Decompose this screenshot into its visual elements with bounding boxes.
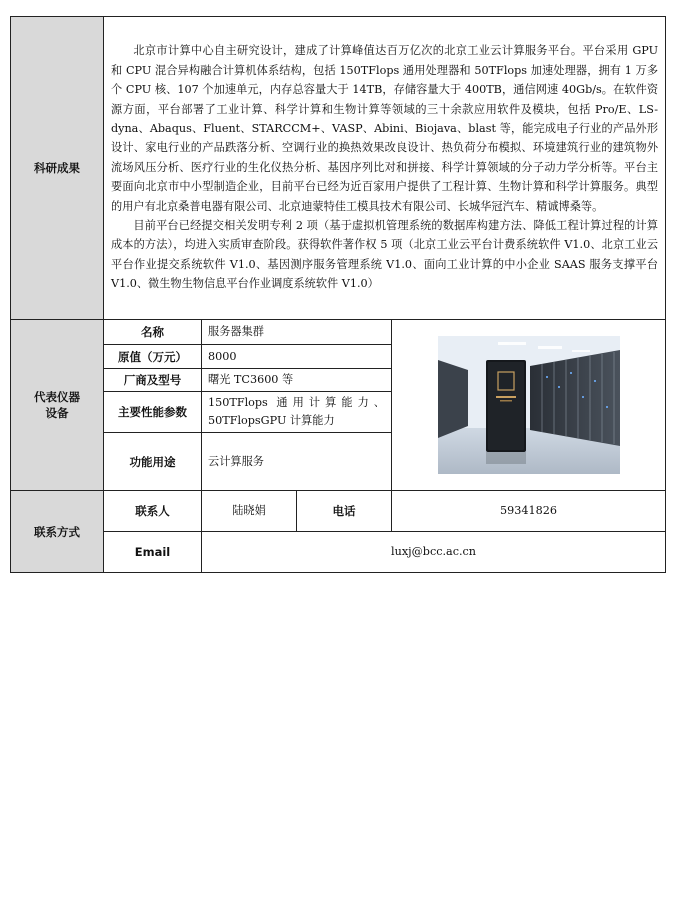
project-info-table [10, 16, 666, 573]
instrument-label-line2: 设备 [45, 406, 69, 420]
person-field-value: 陆晓娟 [202, 491, 297, 532]
use-field-label: 功能用途 [104, 433, 202, 491]
perf-field-label: 主要性能参数 [104, 392, 202, 433]
research-content [104, 17, 666, 320]
research-paragraph-1: 北京市计算中心自主研究设计，建成了计算峰值达百万亿次的北京工业云计算服务平台。平台采用 GPU 和 CPU 混合异构融合计算机体系结构，包括 150TFlops 通用处理器和 50TFlops 加速处理器，拥有 1 万多个 CPU 核、107 个加速单元，内存总容量大于 14TB，存储容量大于 400TB，通信网速 40Gb/s。在软件资源方面，平台部署了工业计算、科学计算和生物计算等领域的三十余款应用软件及模块，包括 Pro/E、LS-dyna、Abaqus、Fluent、STARCCM+、VASP、Abini、Biojava、blast 等，能完成电子行业的产品外形设计、家电行业的产品跌落分析、空调行业的换热效果改良设计、热负荷分布模拟、环境建筑行业的建筑物外流场风压分析、医疗行业的生化仪热分析、基因序列比对和拼接、科学计算领域的分子动力学分析等。平台主要面向北京市中小型制造企业，目前平台已经为近百家用户提供了工程计算、生物计算和科学计算服务。典型的用户有北京桑普电器有限公司、北京迪蒙特佳工模具技术有限公司、长城华冠汽车、精诚博桑等。 [111, 44, 659, 213]
name-field-value: 服务器集群 [202, 320, 392, 345]
person-field-label: 联系人 [104, 491, 202, 532]
instrument-label-line1: 代表仪器 [34, 390, 80, 404]
model-field-value: 曙光 TC3600 等 [202, 369, 392, 392]
contact-person-row [11, 491, 666, 532]
instrument-label [11, 320, 104, 491]
phone-field-label: 电话 [297, 491, 392, 532]
phone-field-value: 59341826 [392, 491, 666, 532]
price-field-label: 原值（万元） [104, 345, 202, 369]
research-paragraph-2: 目前平台已经提交相关发明专利 2 项（基于虚拟机管理系统的数据库构建方法、降低工程计算过程的计算成本的方法），均进入实质审查阶段。获得软件著作权 5 项（北京工业云平台计费系统软件 V1.0、北京工业云平台作业提交系统软件 V1.0、基因测序服务管理系统 V1.0、面向工业计算的中小企业 SAAS 服务支撑平台 V1.0、微生物生物信息平台作业调度系统软件 V1.0） [111, 219, 659, 291]
server-cluster-icon [438, 336, 620, 474]
email-field-label: Email [104, 532, 202, 573]
perf-field-value: 150TFlops 通用计算能力、50TFlopsGPU 计算能力 [202, 392, 392, 433]
email-field-value[interactable]: luxj@bcc.ac.cn [202, 532, 666, 573]
price-field-value: 8000 [202, 345, 392, 369]
use-field-value: 云计算服务 [202, 433, 392, 491]
model-field-label: 厂商及型号 [104, 369, 202, 392]
name-field-label: 名称 [104, 320, 202, 345]
contact-label: 联系方式 [11, 491, 104, 573]
research-label: 科研成果 [11, 17, 104, 320]
research-row [11, 17, 666, 320]
contact-email-row [11, 532, 666, 573]
instrument-photo-cell [392, 320, 666, 491]
instrument-name-row [11, 320, 666, 345]
server-cluster-photo [438, 336, 620, 474]
